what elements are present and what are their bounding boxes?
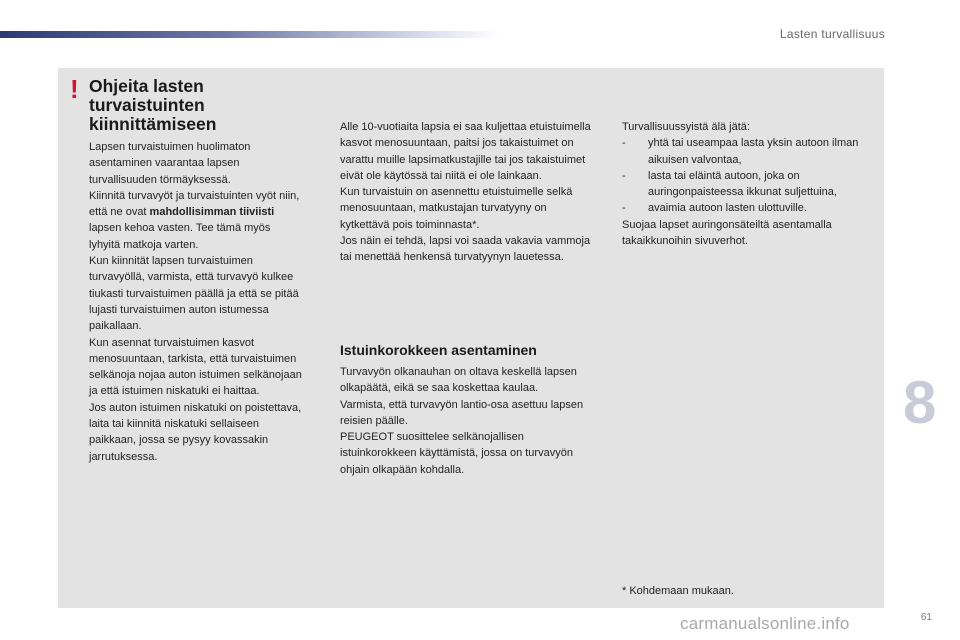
chapter-number: 8 [903,369,937,436]
paragraph: Turvavyön olkanauhan on oltava keskellä lapsen olkapäätä, eikä se saa koskettaa kaulaa. [340,366,577,395]
column-installation-tips [89,139,304,465]
paragraph: Kun turvaistuin on asennettu etuistuimelle selkä menosuuntaan, matkustajan turvatyyny on kytkettävä pois toiminnasta*. [340,186,573,231]
section-heading-booster: Istuinkorokkeen asentaminen [340,342,537,358]
page-number: 61 [920,612,932,623]
emphasis: mahdollisimman tiiviisti [149,206,275,219]
watermark: carmanualsonline.info [680,614,850,633]
paragraph: PEUGEOT suosittelee selkänojallisen istuinkorokkeen käyttämistä, jossa on turvavyön ohjain olkapään kohdalla. [340,431,573,476]
header-decorative-bar [0,31,500,38]
column-front-seat-rules [340,119,595,266]
paragraph: Kiinnitä turvavyöt ja turvaistuinten vyöt niin, että ne ovat mahdollisimman tiiviisti lapsen kehoa vasten. Tee tämä myös lyhyitä matkoja varten. [89,189,300,251]
list-item: - avaimia autoon lasten ulottuville. [622,202,807,215]
paragraph: Varmista, että turvavyön lantio-osa asettuu lapsen reisien päälle. [340,398,584,427]
paragraph: Jos auton istuimen niskatuki on poistettava, laita tai kiinnitä niskatuki sellaiseen paikkaan, jossa se pysyy kovassakin jarrutuksessa. [89,401,302,463]
column-booster-seat [340,364,595,478]
page-title: Ohjeita lasten turvaistuinten kiinnittämiseen [89,76,217,134]
paragraph: Kun asennat turvaistuimen kasvot menosuuntaan, tarkista, että turvaistuimen selkänoja nojaa auton istuimen selkänojaan ja että istuimen niskatuki ei haittaa. [89,336,302,398]
paragraph: Lapsen turvaistuimen huolimaton asentaminen vaarantaa lapsen turvallisuuden törmäyksessä. [89,141,251,186]
paragraph: Turvallisuussyistä älä jätä: [622,121,750,133]
paragraph: Suojaa lapset auringonsäteiltä asentamalla takaikkunoihin sivuverhot. [622,218,832,248]
paragraph: Kun kiinnität lapsen turvaistuimen turvavyöllä, varmista, että turvavyö kulkee tiukasti turvaistuimen päällä ja että se pitää lujasti turvaistuimen auton istumessa paikallaan. [89,255,299,333]
list-item: - yhtä tai useampaa lasta yksin autoon ilman aikuisen valvontaa, [622,137,859,166]
footnote: * Kohdemaan mukaan. [622,585,734,597]
section-title: Lasten turvallisuus [779,27,885,41]
paragraph: Alle 10-vuotiaita lapsia ei saa kuljettaa etuistuimella kasvot menosuuntaan, paitsi jos takaistuimet on varattu muille lapsimatkustajille tai jos takaistuimet eivät ole käytössä tai niitä ei ole lainkaan. [340,121,591,182]
paragraph: Jos näin ei tehdä, lapsi voi saada vakavia vammoja tai menettää henkensä turvatyynyn lauetessa. [340,235,591,264]
column-safety-reminders [622,119,872,249]
list-item: - lasta tai eläintä autoon, joka on auringonpaisteessa ikkunat suljettuina, [622,169,837,199]
exclamation-warning-icon: ! [70,74,79,104]
